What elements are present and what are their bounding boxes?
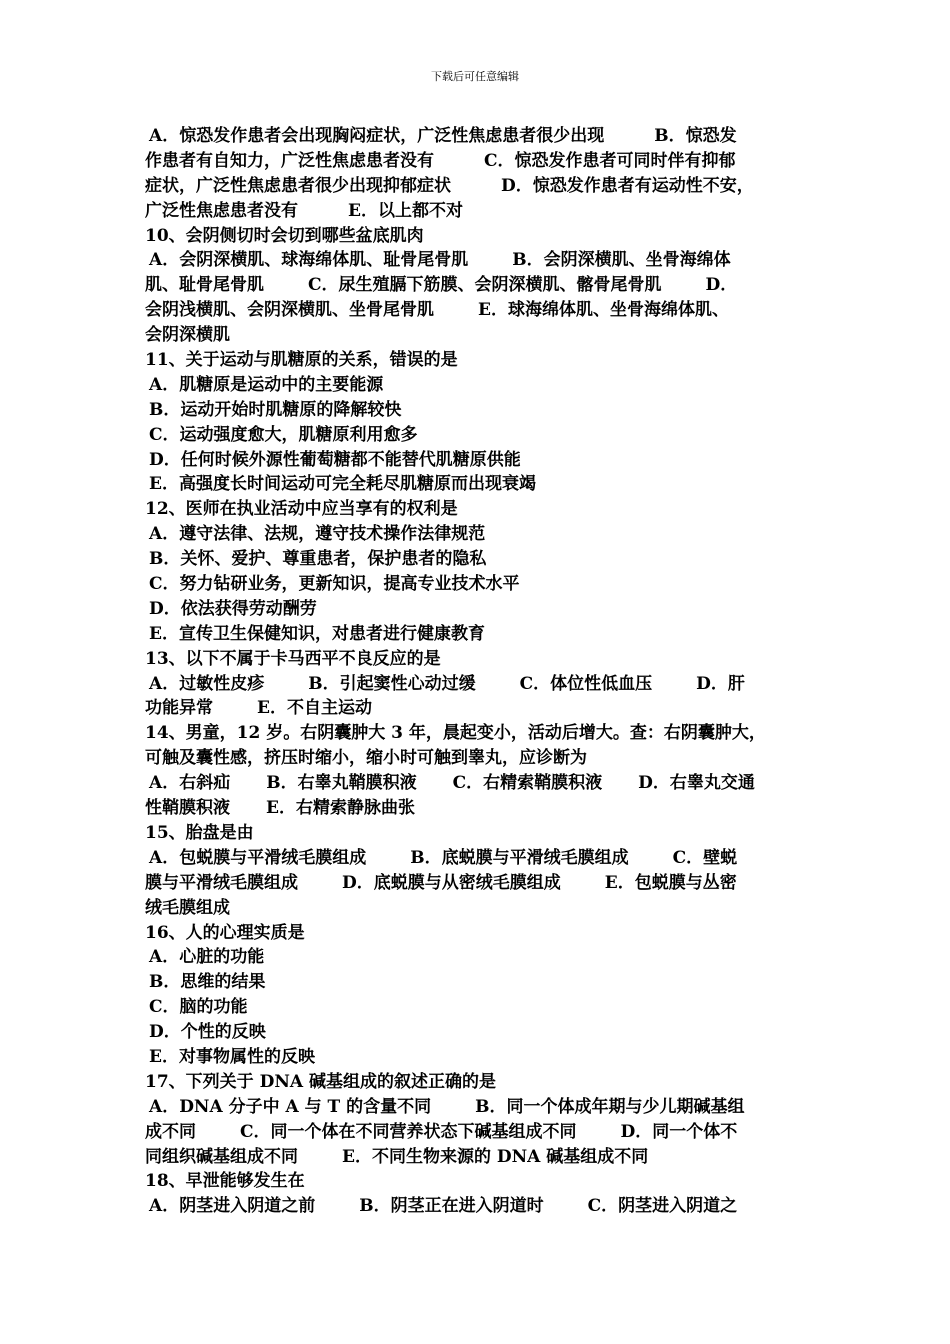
text-segment: 作患者有自知力，广泛性焦虑患者没有: [145, 150, 434, 171]
text-segment: B．阴茎正在进入阴道时: [359, 1196, 544, 1217]
text-line: [145, 871, 825, 896]
text-segment: A．包蜕膜与平滑绒毛膜组成: [149, 847, 367, 868]
text-segment: E．以上都不对: [348, 200, 463, 221]
text-segment: 16、人的心理实质是: [145, 922, 305, 943]
text-line: [145, 1020, 825, 1045]
text-line: [145, 821, 825, 846]
text-segment: 10、会阴侧切时会切到哪些盆底肌肉: [145, 225, 424, 246]
text-line: [145, 373, 825, 398]
text-segment: C．惊恐发作患者可同时伴有抑郁: [484, 150, 736, 171]
text-line: [145, 746, 825, 771]
text-segment: C．运动强度愈大，肌糖原利用愈多: [149, 424, 418, 445]
text-line: [145, 896, 825, 921]
text-segment: E．右精索静脉曲张: [266, 798, 415, 819]
text-line: [145, 124, 825, 149]
text-line: [145, 1070, 825, 1095]
text-line: [145, 796, 825, 821]
text-segment: C．体位性低血压: [519, 673, 653, 694]
text-segment: 症状，广泛性焦虑患者很少出现抑郁症状: [145, 175, 451, 196]
text-line: [145, 647, 825, 672]
text-segment: B．右睾丸鞘膜积液: [266, 773, 417, 794]
text-segment: 广泛性焦虑患者没有: [145, 200, 298, 221]
text-line: [145, 398, 825, 423]
text-segment: B．思维的结果: [149, 972, 266, 993]
text-line: [145, 921, 825, 946]
text-segment: C．脑的功能: [149, 997, 248, 1018]
text-line: [145, 199, 825, 224]
text-line: [145, 423, 825, 448]
text-segment: B．底蜕膜与平滑绒毛膜组成: [410, 847, 629, 868]
text-segment: D．同一个体不: [620, 1121, 738, 1142]
text-line: [145, 448, 825, 473]
text-segment: 会阴深横肌: [145, 325, 230, 346]
text-segment: E．球海绵体肌、坐骨海绵体肌、: [478, 300, 729, 321]
text-line: [145, 1194, 825, 1219]
text-segment: E．高强度长时间运动可完全耗尽肌糖原而出现衰竭: [149, 474, 536, 495]
text-segment: 性鞘膜积液: [145, 798, 230, 819]
text-line: [145, 1145, 825, 1170]
text-segment: A．右斜疝: [149, 773, 231, 794]
text-segment: E．宣传卫生保健知识，对患者进行健康教育: [149, 623, 485, 644]
text-segment: 成不同: [145, 1121, 196, 1142]
text-segment: B．引起窦性心动过缓: [308, 673, 476, 694]
text-segment: A．惊恐发作患者会出现胸闷症状，广泛性焦虑患者很少出现: [149, 126, 605, 146]
text-segment: D．惊恐发作患者有运动性不安，: [501, 175, 754, 196]
text-line: [145, 547, 825, 572]
text-segment: C．阴茎进入阴道之: [587, 1196, 738, 1217]
text-line: [145, 721, 825, 746]
text-line: [145, 522, 825, 547]
text-segment: A．过敏性皮疹: [149, 673, 265, 694]
text-segment: D．个性的反映: [149, 1022, 266, 1043]
text-line: [145, 970, 825, 995]
text-segment: B．同一个体成年期与少儿期碱基组: [475, 1096, 745, 1117]
text-line: [145, 1045, 825, 1070]
text-line: [145, 622, 825, 647]
text-line: [145, 846, 825, 871]
document-body: [145, 124, 825, 1219]
text-segment: D．底蜕膜与从密绒毛膜组成: [342, 872, 561, 893]
text-segment: A．阴茎进入阴道之前: [149, 1196, 316, 1217]
text-segment: 17、下列关于 DNA 碱基组成的叙述正确的是: [145, 1071, 496, 1092]
text-line: [145, 995, 825, 1020]
text-segment: D．右睾丸交通: [638, 773, 755, 794]
text-segment: E．包蜕膜与丛密: [604, 872, 737, 893]
text-segment: E．不自主运动: [257, 698, 372, 719]
text-line: [145, 1120, 825, 1145]
text-segment: A．DNA 分子中 A 与 T 的含量不同: [149, 1096, 432, 1117]
text-segment: D．: [705, 275, 738, 296]
text-segment: B．关怀、爱护、尊重患者，保护患者的隐私: [149, 549, 487, 570]
text-segment: C．努力钻研业务，更新知识，提高专业技术水平: [149, 574, 520, 595]
text-line: [145, 348, 825, 373]
text-line: [145, 597, 825, 622]
text-segment: 12、医师在执业活动中应当享有的权利是: [145, 499, 458, 520]
text-segment: 11、关于运动与肌糖原的关系，错误的是: [145, 350, 458, 371]
text-line: [145, 945, 825, 970]
text-segment: B．会阴深横肌、坐骨海绵体: [512, 250, 731, 271]
text-segment: A．肌糖原是运动中的主要能源: [149, 374, 384, 395]
text-segment: A．心脏的功能: [149, 947, 265, 968]
text-line: [145, 472, 825, 497]
text-line: [145, 572, 825, 597]
text-segment: 膜与平滑绒毛膜组成: [145, 872, 298, 893]
text-segment: D．肝: [696, 673, 745, 694]
text-line: [145, 771, 825, 796]
page-header: 下载后可任意编辑: [431, 70, 519, 83]
text-segment: E．对事物属性的反映: [149, 1046, 315, 1067]
text-line: [145, 298, 825, 323]
text-segment: A．会阴深横肌、球海绵体肌、耻骨尾骨肌: [149, 250, 469, 271]
text-segment: 可触及囊性感，挤压时缩小，缩小时可触到睾丸，应诊断为: [145, 748, 587, 769]
text-segment: C．同一个体在不同营养状态下碱基组成不同: [240, 1121, 577, 1142]
text-segment: C．右精索鞘膜积液: [452, 773, 603, 794]
text-line: [145, 497, 825, 522]
text-segment: D．任何时候外源性葡萄糖都不能替代肌糖原供能: [149, 449, 521, 470]
text-line: [145, 1095, 825, 1120]
text-segment: C．尿生殖膈下筋膜、会阴深横肌、髂骨尾骨肌: [308, 275, 662, 296]
text-line: [145, 672, 825, 697]
text-segment: 绒毛膜组成: [145, 897, 230, 918]
text-segment: 会阴浅横肌、会阴深横肌、坐骨尾骨肌: [145, 300, 434, 321]
text-line: [145, 224, 825, 249]
text-line: [145, 273, 825, 298]
text-segment: 18、早泄能够发生在: [145, 1171, 305, 1192]
text-segment: A．遵守法律、法规，遵守技术操作法律规范: [149, 524, 486, 545]
text-segment: B．惊恐发: [654, 126, 737, 146]
text-segment: 功能异常: [145, 698, 213, 719]
text-segment: B．运动开始时肌糖原的降解较快: [149, 399, 402, 420]
text-segment: 15、胎盘是由: [145, 822, 254, 843]
text-line: [145, 696, 825, 721]
text-line: [145, 149, 825, 174]
text-line: [145, 248, 825, 273]
text-line: [145, 1169, 825, 1194]
text-segment: C．壁蜕: [672, 847, 738, 868]
text-segment: 13、以下不属于卡马西平不良反应的是: [145, 648, 441, 669]
text-line: [145, 174, 825, 199]
text-line: [145, 323, 825, 348]
text-segment: 同组织碱基组成不同: [145, 1146, 298, 1167]
text-segment: 14、男童，12 岁。右阴囊肿大 3 年，晨起变小，活动后增大。查：右阴囊肿大，: [145, 723, 766, 744]
text-segment: 肌、耻骨尾骨肌: [145, 275, 264, 296]
text-segment: E．不同生物来源的 DNA 碱基组成不同: [342, 1146, 649, 1167]
text-segment: D．依法获得劳动酬劳: [149, 598, 317, 619]
